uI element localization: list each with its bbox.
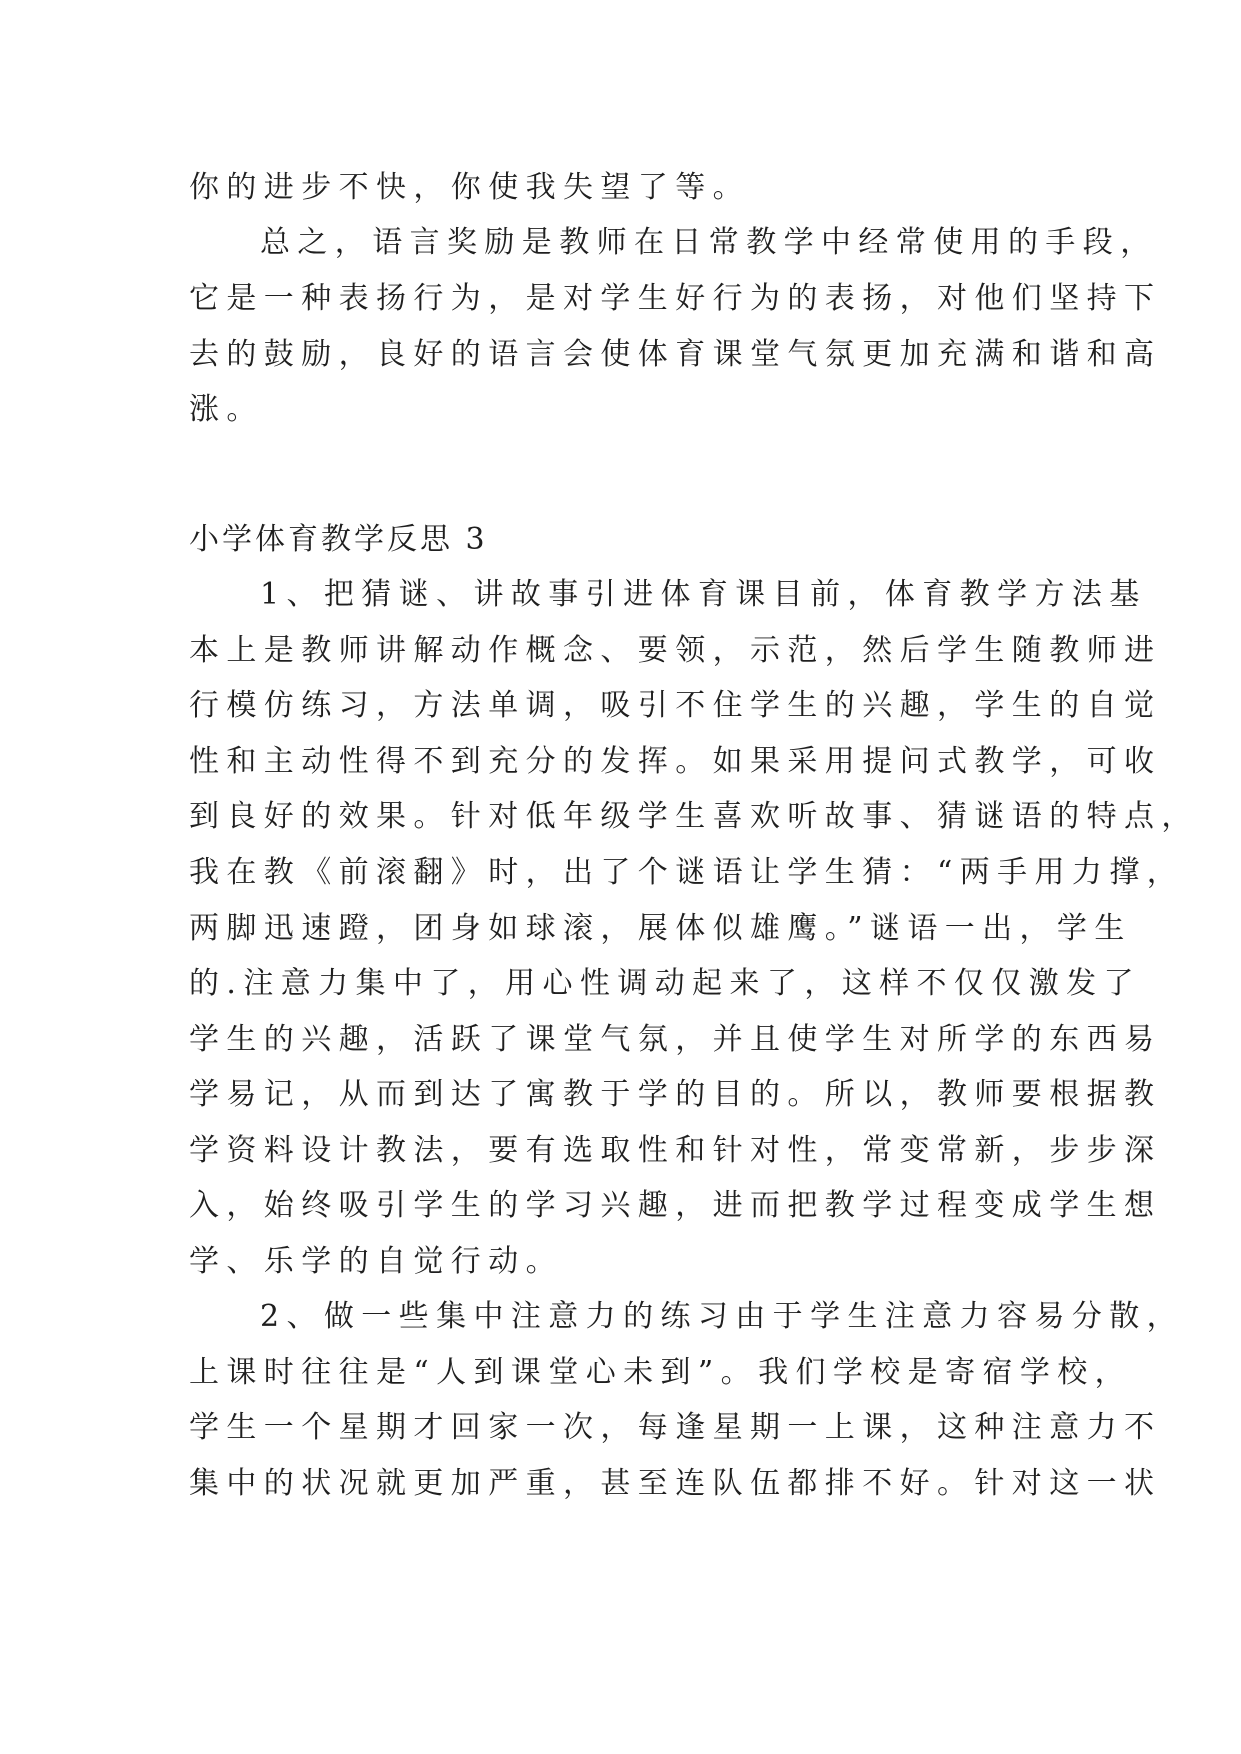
text-line: 集中的状况就更加严重，甚至连队伍都排不好。针对这一状	[189, 1466, 1162, 1501]
text-line: 入，始终吸引学生的学习兴趣，进而把教学过程变成学生想	[189, 1188, 1162, 1223]
text-line: 的.注意力集中了，用心性调动起来了，这样不仅仅激发了	[189, 966, 1141, 1001]
text-line: 本上是教师讲解动作概念、要领，示范，然后学生随教师进	[189, 633, 1162, 668]
text-line: 到良好的效果。针对低年级学生喜欢听故事、猜谜语的特点，	[189, 799, 1199, 834]
section-heading: 小学体育教学反思 3	[189, 522, 488, 557]
text-line: 去的鼓励，良好的语言会使体育课堂气氛更加充满和谐和高	[189, 337, 1162, 372]
paragraph-first-line: 1、把猜谜、讲故事引进体育课目前，体育教学方法基	[260, 577, 1147, 612]
paragraph-first-line: 2、做一些集中注意力的练习由于学生注意力容易分散，	[260, 1299, 1185, 1334]
text-line: 涨。	[189, 392, 264, 427]
text-line: 上课时往往是“人到课堂心未到”。我们学校是寄宿学校，	[189, 1355, 1133, 1390]
text-line: 它是一种表扬行为，是对学生好行为的表扬，对他们坚持下	[189, 281, 1162, 316]
text-line: 两脚迅速蹬，团身如球滚，展体似雄鹰。”谜语一出，学生	[189, 911, 1132, 946]
text-line: 你的进步不快，你使我失望了等。	[189, 170, 750, 205]
text-line: 学、乐学的自觉行动。	[189, 1244, 563, 1279]
text-line: 学易记，从而到达了寓教于学的目的。所以，教师要根据教	[189, 1077, 1162, 1112]
text-line: 我在教《前滚翻》时，出了个谜语让学生猜：“两手用力撑，	[189, 855, 1185, 890]
text-line: 学生一个星期才回家一次，每逢星期一上课，这种注意力不	[189, 1410, 1162, 1445]
paragraph-first-line: 总之，语言奖励是教师在日常教学中经常使用的手段，	[260, 225, 1158, 260]
text-line: 学资料设计教法，要有选取性和针对性，常变常新，步步深	[189, 1133, 1162, 1168]
text-line: 行模仿练习，方法单调，吸引不住学生的兴趣，学生的自觉	[189, 688, 1162, 723]
text-line: 学生的兴趣，活跃了课堂气氛，并且使学生对所学的东西易	[189, 1022, 1162, 1057]
text-line: 性和主动性得不到充分的发挥。如果采用提问式教学，可收	[189, 744, 1162, 779]
